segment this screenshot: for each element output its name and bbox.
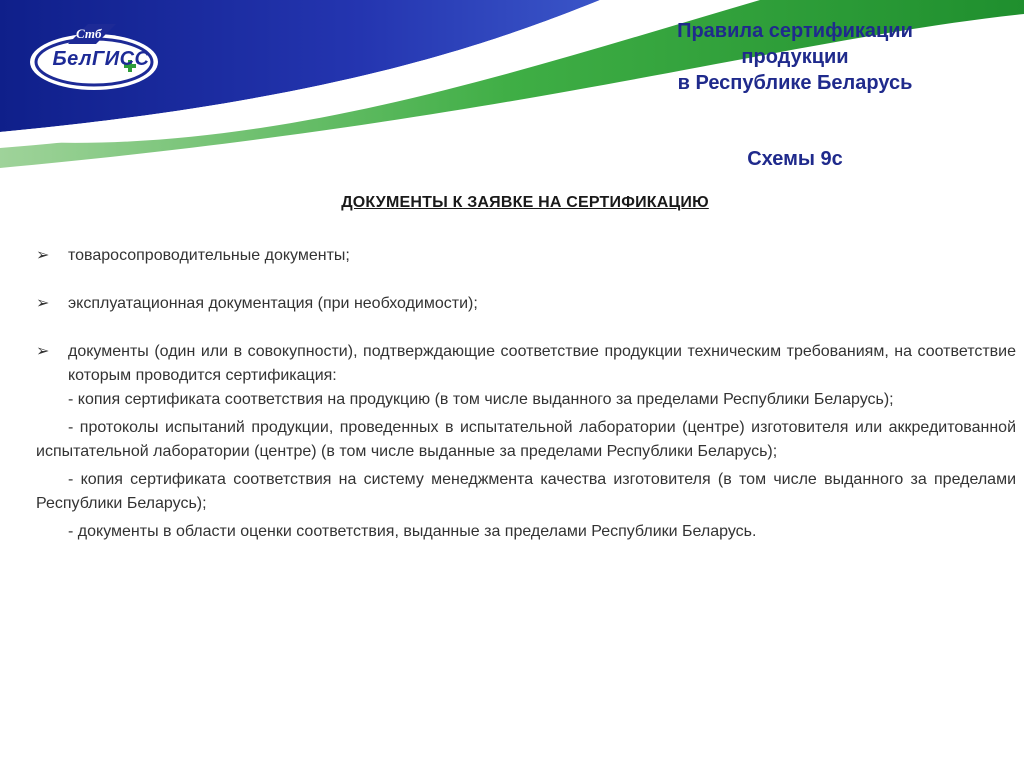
arrow-bullet-icon: ➢: [36, 295, 50, 312]
document-list: [36, 244, 1016, 544]
arrow-bullet-icon: ➢: [36, 343, 50, 360]
list-item-text: документы (один или в совокупности), подтверждающие соответствие продукции техническим требованиям, на соответствие которым проводится сертификация:: [68, 343, 1016, 384]
arrow-bullet-icon: ➢: [36, 247, 50, 264]
list-item: [36, 340, 1016, 388]
list-item-text: товаросопроводительные документы;: [68, 247, 350, 264]
sub-item: - протоколы испытаний продукции, проведенных в испытательной лаборатории (центре) изготовителя или аккредитованной испытательной лаборатории (центре) (в том числе выданные за пределами Республики Беларусь);: [36, 419, 1016, 460]
list-item-text: эксплуатационная документация (при необходимости);: [68, 295, 478, 312]
sub-item: - копия сертификата соответствия на продукцию (в том числе выданного за пределами Республики Беларусь);: [68, 391, 894, 408]
section-heading: ДОКУМЕНТЫ К ЗАЯВКЕ НА СЕРТИФИКАЦИЮ: [341, 194, 709, 211]
scheme-label: Схемы 9с: [747, 148, 843, 170]
title-line-2: продукции: [741, 46, 849, 68]
list-item: [36, 244, 1016, 268]
list-item: [36, 292, 1016, 316]
sub-item: - копия сертификата соответствия на систему менеджмента качества изготовителя (в том числе выданного за пределами Республики Беларусь);: [36, 471, 1016, 512]
logo-mark: Стб: [76, 26, 102, 41]
logo-text: БелГИСС: [52, 48, 150, 70]
sub-item: - документы в области оценки соответствия, выданные за пределами Республики Беларусь.: [68, 523, 757, 540]
slide-title: [600, 18, 990, 96]
title-line-1: Правила сертификации: [677, 20, 913, 42]
title-line-3: в Республике Беларусь: [677, 72, 913, 94]
